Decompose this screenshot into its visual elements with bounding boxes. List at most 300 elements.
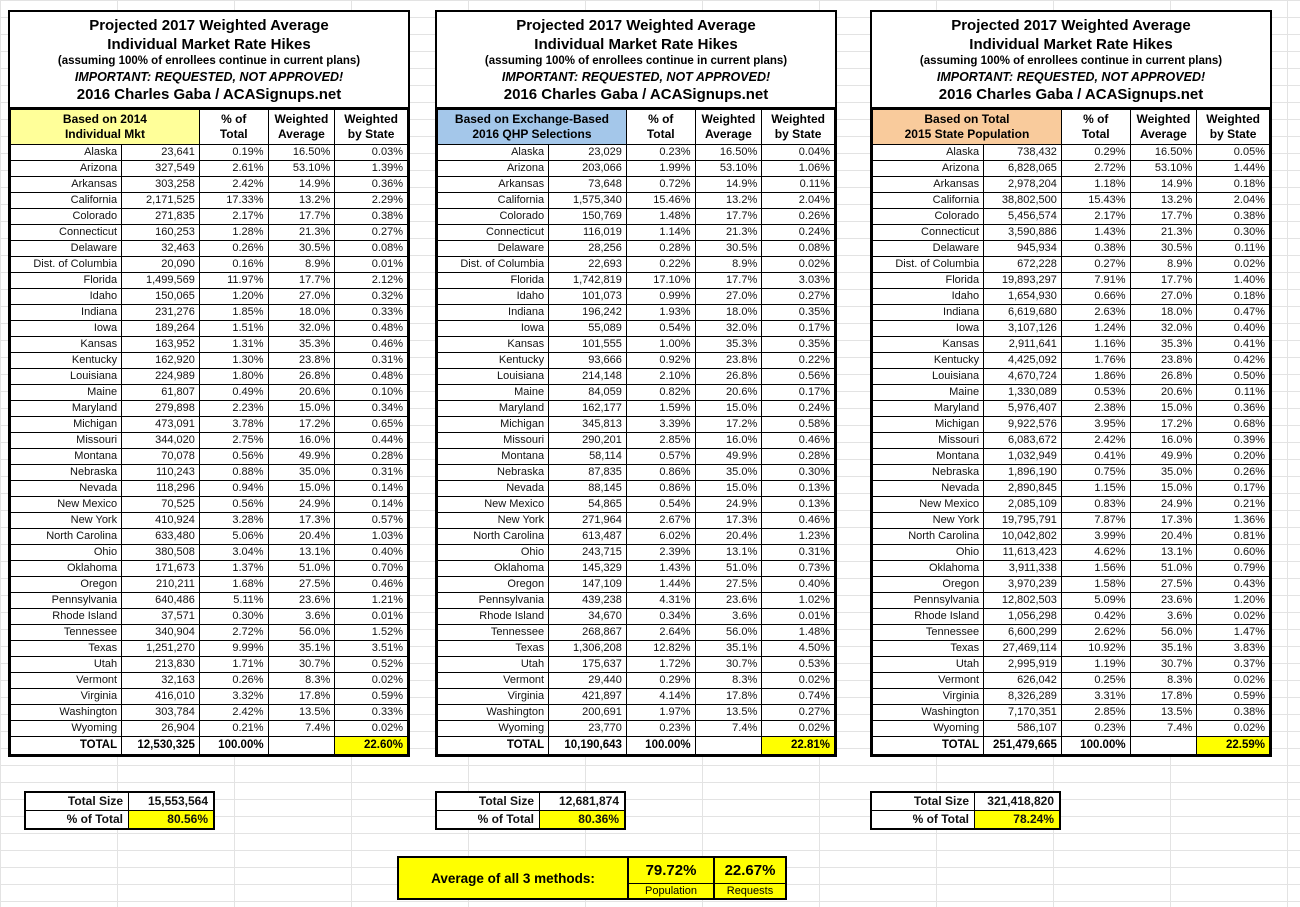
cell-weighted-average[interactable]: 3.6% <box>695 609 762 625</box>
cell-pct-of-total[interactable]: 1.59% <box>626 401 695 417</box>
cell-weighted-by-state[interactable]: 1.40% <box>1197 273 1270 289</box>
cell-state[interactable]: Nebraska <box>873 465 984 481</box>
cell-pct-of-total[interactable]: 1.51% <box>199 321 268 337</box>
cell-state[interactable]: Montana <box>11 449 122 465</box>
cell-enrollment[interactable]: 12,802,503 <box>984 593 1062 609</box>
cell-weighted-by-state[interactable]: 0.44% <box>335 433 408 449</box>
table-title-cell[interactable] <box>437 12 835 109</box>
cell-state[interactable]: Nevada <box>11 481 122 497</box>
cell-weighted-by-state[interactable]: 0.57% <box>335 513 408 529</box>
cell-pct-of-total[interactable]: 17.33% <box>199 193 268 209</box>
cell-state[interactable]: Indiana <box>873 305 984 321</box>
cell-weighted-by-state[interactable]: 0.56% <box>762 369 835 385</box>
cell-state[interactable]: New Mexico <box>11 497 122 513</box>
cell-state[interactable]: Indiana <box>11 305 122 321</box>
cell-enrollment[interactable]: 1,056,298 <box>984 609 1062 625</box>
cell-weighted-average[interactable]: 17.8% <box>268 689 335 705</box>
cell-weighted-by-state[interactable]: 0.36% <box>1197 401 1270 417</box>
cell-enrollment[interactable]: 1,032,949 <box>984 449 1062 465</box>
cell-enrollment[interactable]: 37,571 <box>122 609 200 625</box>
cell-pct-of-total[interactable]: 1.18% <box>1061 177 1130 193</box>
cell-weighted-average[interactable]: 30.5% <box>268 241 335 257</box>
cell-state[interactable]: Oklahoma <box>438 561 549 577</box>
cell-weighted-by-state[interactable]: 0.02% <box>1197 609 1270 625</box>
cell-weighted-by-state[interactable]: 1.06% <box>762 161 835 177</box>
cell-weighted-by-state[interactable]: 0.02% <box>762 257 835 273</box>
cell-enrollment[interactable]: 29,440 <box>549 673 627 689</box>
cell-enrollment[interactable]: 101,073 <box>549 289 627 305</box>
cell-state[interactable]: TOTAL <box>11 737 122 755</box>
cell-state[interactable]: Nebraska <box>11 465 122 481</box>
cell-enrollment[interactable]: 738,432 <box>984 145 1062 161</box>
cell-pct-of-total[interactable]: 0.88% <box>199 465 268 481</box>
cell-weighted-by-state[interactable]: 0.35% <box>762 305 835 321</box>
pct-of-total-value[interactable]: 80.56% <box>129 811 215 830</box>
cell-weighted-average[interactable]: 8.3% <box>695 673 762 689</box>
cell-state[interactable]: Delaware <box>11 241 122 257</box>
cell-weighted-average[interactable]: 14.9% <box>1130 177 1197 193</box>
cell-state[interactable]: Rhode Island <box>873 609 984 625</box>
cell-pct-of-total[interactable]: 1.20% <box>199 289 268 305</box>
cell-enrollment[interactable]: 344,020 <box>122 433 200 449</box>
cell-weighted-by-state[interactable]: 0.02% <box>762 673 835 689</box>
cell-state[interactable]: Dist. of Columbia <box>438 257 549 273</box>
cell-weighted-by-state[interactable]: 0.40% <box>1197 321 1270 337</box>
cell-state[interactable]: Iowa <box>873 321 984 337</box>
cell-weighted-average[interactable]: 27.0% <box>695 289 762 305</box>
cell-state[interactable]: Texas <box>438 641 549 657</box>
cell-state[interactable]: Florida <box>438 273 549 289</box>
cell-state[interactable]: Colorado <box>11 209 122 225</box>
cell-enrollment[interactable]: 3,107,126 <box>984 321 1062 337</box>
cell-weighted-by-state[interactable]: 0.26% <box>762 209 835 225</box>
cell-state[interactable]: Kansas <box>11 337 122 353</box>
cell-weighted-by-state[interactable]: 0.60% <box>1197 545 1270 561</box>
cell-pct-of-total[interactable]: 2.38% <box>1061 401 1130 417</box>
cell-state[interactable]: Oregon <box>873 577 984 593</box>
cell-state[interactable]: Missouri <box>11 433 122 449</box>
cell-enrollment[interactable]: 345,813 <box>549 417 627 433</box>
cell-pct-of-total[interactable]: 5.11% <box>199 593 268 609</box>
cell-enrollment[interactable]: 421,897 <box>549 689 627 705</box>
cell-weighted-by-state[interactable]: 0.74% <box>762 689 835 705</box>
cell-state[interactable]: TOTAL <box>438 737 549 755</box>
average-population-label[interactable]: Population <box>645 885 697 897</box>
cell-weighted-average[interactable]: 30.5% <box>695 241 762 257</box>
cell-state[interactable]: Kansas <box>438 337 549 353</box>
cell-pct-of-total[interactable]: 0.83% <box>1061 497 1130 513</box>
cell-pct-of-total[interactable]: 0.23% <box>1061 721 1130 737</box>
cell-pct-of-total[interactable]: 1.68% <box>199 577 268 593</box>
cell-pct-of-total[interactable]: 1.44% <box>626 577 695 593</box>
cell-weighted-by-state[interactable]: 0.11% <box>1197 241 1270 257</box>
cell-weighted-average[interactable]: 49.9% <box>268 449 335 465</box>
cell-weighted-average[interactable]: 15.0% <box>695 481 762 497</box>
cell-pct-of-total[interactable]: 7.87% <box>1061 513 1130 529</box>
cell-weighted-by-state[interactable]: 0.04% <box>762 145 835 161</box>
cell-weighted-by-state[interactable]: 4.50% <box>762 641 835 657</box>
cell-weighted-by-state[interactable]: 1.02% <box>762 593 835 609</box>
cell-weighted-average[interactable]: 27.5% <box>695 577 762 593</box>
cell-weighted-by-state[interactable]: 0.31% <box>762 545 835 561</box>
cell-pct-of-total[interactable]: 0.94% <box>199 481 268 497</box>
cell-weighted-by-state[interactable]: 0.30% <box>762 465 835 481</box>
cell-enrollment[interactable]: 586,107 <box>984 721 1062 737</box>
cell-enrollment[interactable]: 28,256 <box>549 241 627 257</box>
cell-weighted-by-state[interactable]: 1.44% <box>1197 161 1270 177</box>
cell-weighted-average[interactable]: 13.5% <box>695 705 762 721</box>
cell-enrollment[interactable]: 6,083,672 <box>984 433 1062 449</box>
cell-weighted-average[interactable] <box>695 737 762 755</box>
cell-weighted-by-state[interactable]: 3.03% <box>762 273 835 289</box>
cell-state[interactable]: Kansas <box>873 337 984 353</box>
cell-state[interactable]: Wyoming <box>438 721 549 737</box>
cell-weighted-average[interactable]: 27.0% <box>1130 289 1197 305</box>
cell-state[interactable]: New York <box>873 513 984 529</box>
cell-pct-of-total[interactable]: 0.99% <box>626 289 695 305</box>
cell-weighted-by-state[interactable]: 0.10% <box>335 385 408 401</box>
cell-weighted-average[interactable]: 35.1% <box>1130 641 1197 657</box>
cell-pct-of-total[interactable]: 0.42% <box>1061 609 1130 625</box>
cell-enrollment[interactable]: 23,641 <box>122 145 200 161</box>
cell-pct-of-total[interactable]: 5.06% <box>199 529 268 545</box>
cell-state[interactable]: Michigan <box>873 417 984 433</box>
cell-pct-of-total[interactable]: 2.42% <box>199 705 268 721</box>
cell-pct-of-total[interactable]: 1.97% <box>626 705 695 721</box>
cell-weighted-average[interactable]: 15.0% <box>1130 481 1197 497</box>
average-requests-value[interactable]: 22.67% <box>715 858 785 884</box>
cell-pct-of-total[interactable]: 0.86% <box>626 465 695 481</box>
average-population-value[interactable]: 79.72% <box>629 858 713 884</box>
cell-pct-of-total[interactable]: 0.72% <box>626 177 695 193</box>
cell-enrollment[interactable]: 3,911,338 <box>984 561 1062 577</box>
cell-enrollment[interactable]: 271,835 <box>122 209 200 225</box>
cell-enrollment[interactable]: 55,089 <box>549 321 627 337</box>
cell-state[interactable]: Ohio <box>873 545 984 561</box>
cell-pct-of-total[interactable]: 2.42% <box>199 177 268 193</box>
cell-weighted-by-state[interactable]: 0.30% <box>1197 225 1270 241</box>
header-based-on-2014-individual-mkt[interactable] <box>11 110 200 145</box>
cell-pct-of-total[interactable]: 4.31% <box>626 593 695 609</box>
cell-state[interactable]: Oklahoma <box>11 561 122 577</box>
cell-weighted-average[interactable]: 16.50% <box>1130 145 1197 161</box>
cell-enrollment[interactable]: 54,865 <box>549 497 627 513</box>
cell-enrollment[interactable]: 58,114 <box>549 449 627 465</box>
cell-state[interactable]: Oregon <box>438 577 549 593</box>
cell-state[interactable]: Arizona <box>438 161 549 177</box>
total-size-label[interactable]: Total Size <box>871 792 975 811</box>
cell-weighted-by-state[interactable]: 0.24% <box>762 225 835 241</box>
cell-weighted-average[interactable]: 26.8% <box>695 369 762 385</box>
cell-enrollment[interactable]: 175,637 <box>549 657 627 673</box>
cell-state[interactable]: North Carolina <box>438 529 549 545</box>
cell-pct-of-total[interactable]: 1.43% <box>1061 225 1130 241</box>
cell-weighted-average[interactable]: 23.6% <box>695 593 762 609</box>
cell-pct-of-total[interactable]: 0.26% <box>199 673 268 689</box>
cell-weighted-by-state[interactable]: 2.29% <box>335 193 408 209</box>
cell-enrollment[interactable]: 87,835 <box>549 465 627 481</box>
cell-weighted-average[interactable]: 32.0% <box>1130 321 1197 337</box>
cell-enrollment[interactable]: 4,425,092 <box>984 353 1062 369</box>
cell-enrollment[interactable]: 20,090 <box>122 257 200 273</box>
cell-enrollment[interactable]: 327,549 <box>122 161 200 177</box>
cell-enrollment[interactable]: 196,242 <box>549 305 627 321</box>
cell-enrollment[interactable]: 640,486 <box>122 593 200 609</box>
cell-weighted-average[interactable] <box>268 737 335 755</box>
cell-state[interactable]: North Carolina <box>873 529 984 545</box>
cell-state[interactable]: Arizona <box>873 161 984 177</box>
cell-enrollment[interactable]: 2,171,525 <box>122 193 200 209</box>
cell-weighted-by-state[interactable]: 0.14% <box>335 497 408 513</box>
cell-state[interactable]: Vermont <box>438 673 549 689</box>
cell-pct-of-total[interactable]: 2.42% <box>1061 433 1130 449</box>
cell-state[interactable]: Louisiana <box>873 369 984 385</box>
cell-enrollment[interactable]: 189,264 <box>122 321 200 337</box>
cell-enrollment[interactable]: 303,258 <box>122 177 200 193</box>
cell-weighted-average[interactable]: 15.0% <box>695 401 762 417</box>
cell-pct-of-total[interactable]: 0.57% <box>626 449 695 465</box>
cell-enrollment[interactable]: 1,330,089 <box>984 385 1062 401</box>
cell-enrollment[interactable]: 1,575,340 <box>549 193 627 209</box>
cell-state[interactable]: Colorado <box>438 209 549 225</box>
cell-weighted-by-state[interactable]: 1.21% <box>335 593 408 609</box>
cell-state[interactable]: Virginia <box>873 689 984 705</box>
cell-pct-of-total[interactable]: 1.00% <box>626 337 695 353</box>
cell-weighted-by-state[interactable]: 0.28% <box>335 449 408 465</box>
cell-state[interactable]: Dist. of Columbia <box>11 257 122 273</box>
cell-pct-of-total[interactable]: 4.62% <box>1061 545 1130 561</box>
cell-pct-of-total[interactable]: 0.16% <box>199 257 268 273</box>
cell-weighted-by-state[interactable]: 0.17% <box>762 385 835 401</box>
cell-weighted-by-state[interactable]: 2.04% <box>762 193 835 209</box>
cell-weighted-average[interactable]: 20.6% <box>1130 385 1197 401</box>
cell-enrollment[interactable]: 70,078 <box>122 449 200 465</box>
cell-enrollment[interactable]: 34,670 <box>549 609 627 625</box>
cell-enrollment[interactable]: 8,326,289 <box>984 689 1062 705</box>
cell-pct-of-total[interactable]: 1.37% <box>199 561 268 577</box>
cell-weighted-by-state[interactable]: 0.38% <box>1197 705 1270 721</box>
cell-weighted-average[interactable]: 15.0% <box>1130 401 1197 417</box>
cell-enrollment[interactable]: 672,228 <box>984 257 1062 273</box>
cell-enrollment[interactable]: 19,893,297 <box>984 273 1062 289</box>
total-size-value[interactable]: 12,681,874 <box>540 792 626 811</box>
cell-enrollment[interactable]: 5,976,407 <box>984 401 1062 417</box>
cell-weighted-by-state[interactable]: 0.22% <box>762 353 835 369</box>
cell-state[interactable]: Arkansas <box>438 177 549 193</box>
cell-state[interactable]: Nevada <box>438 481 549 497</box>
cell-enrollment[interactable]: 19,795,791 <box>984 513 1062 529</box>
average-of-methods-label[interactable]: Average of all 3 methods: <box>399 858 629 898</box>
cell-enrollment[interactable]: 110,243 <box>122 465 200 481</box>
cell-enrollment[interactable]: 2,890,845 <box>984 481 1062 497</box>
cell-weighted-by-state[interactable]: 0.79% <box>1197 561 1270 577</box>
cell-pct-of-total[interactable]: 15.46% <box>626 193 695 209</box>
total-size-value[interactable]: 15,553,564 <box>129 792 215 811</box>
cell-pct-of-total[interactable]: 1.76% <box>1061 353 1130 369</box>
cell-state[interactable]: Connecticut <box>873 225 984 241</box>
cell-pct-of-total[interactable]: 2.67% <box>626 513 695 529</box>
cell-pct-of-total[interactable]: 2.85% <box>1061 705 1130 721</box>
cell-weighted-by-state[interactable]: 0.65% <box>335 417 408 433</box>
cell-weighted-by-state[interactable]: 1.52% <box>335 625 408 641</box>
cell-state[interactable]: Kentucky <box>438 353 549 369</box>
header-pct-of-total[interactable] <box>1061 110 1130 145</box>
cell-state[interactable]: Dist. of Columbia <box>873 257 984 273</box>
cell-weighted-average[interactable]: 14.9% <box>695 177 762 193</box>
cell-weighted-average[interactable]: 8.9% <box>1130 257 1197 273</box>
cell-pct-of-total[interactable]: 0.19% <box>199 145 268 161</box>
header-based-on-exchange-qhp[interactable] <box>438 110 627 145</box>
pct-of-total-label[interactable]: % of Total <box>436 811 540 830</box>
cell-enrollment[interactable]: 290,201 <box>549 433 627 449</box>
cell-weighted-by-state[interactable]: 0.35% <box>762 337 835 353</box>
pct-of-total-label[interactable]: % of Total <box>871 811 975 830</box>
cell-pct-of-total[interactable]: 3.31% <box>1061 689 1130 705</box>
cell-state[interactable]: Idaho <box>11 289 122 305</box>
cell-enrollment[interactable]: 251,479,665 <box>984 737 1062 755</box>
cell-weighted-by-state[interactable]: 0.33% <box>335 705 408 721</box>
cell-weighted-by-state[interactable]: 0.02% <box>1197 721 1270 737</box>
cell-state[interactable]: Louisiana <box>11 369 122 385</box>
cell-state[interactable]: Maine <box>438 385 549 401</box>
cell-pct-of-total[interactable]: 2.85% <box>626 433 695 449</box>
cell-enrollment[interactable]: 268,867 <box>549 625 627 641</box>
cell-weighted-average[interactable]: 26.8% <box>268 369 335 385</box>
cell-weighted-average[interactable]: 30.7% <box>695 657 762 673</box>
cell-pct-of-total[interactable]: 1.86% <box>1061 369 1130 385</box>
cell-weighted-average[interactable]: 7.4% <box>268 721 335 737</box>
cell-pct-of-total[interactable]: 3.28% <box>199 513 268 529</box>
cell-weighted-by-state[interactable]: 0.08% <box>335 241 408 257</box>
cell-weighted-average[interactable]: 21.3% <box>268 225 335 241</box>
cell-weighted-average[interactable]: 15.0% <box>268 401 335 417</box>
cell-state[interactable]: New Mexico <box>873 497 984 513</box>
cell-enrollment[interactable]: 473,091 <box>122 417 200 433</box>
cell-weighted-average[interactable]: 17.8% <box>695 689 762 705</box>
cell-weighted-by-state[interactable]: 0.27% <box>762 289 835 305</box>
cell-pct-of-total[interactable]: 1.28% <box>199 225 268 241</box>
cell-weighted-by-state[interactable]: 0.01% <box>335 609 408 625</box>
cell-pct-of-total[interactable]: 2.62% <box>1061 625 1130 641</box>
cell-weighted-average[interactable]: 21.3% <box>1130 225 1197 241</box>
cell-state[interactable]: Delaware <box>873 241 984 257</box>
cell-state[interactable]: New Mexico <box>438 497 549 513</box>
cell-enrollment[interactable]: 439,238 <box>549 593 627 609</box>
cell-enrollment[interactable]: 150,065 <box>122 289 200 305</box>
cell-weighted-average[interactable]: 26.8% <box>1130 369 1197 385</box>
cell-weighted-average[interactable]: 53.10% <box>1130 161 1197 177</box>
cell-weighted-average[interactable]: 56.0% <box>695 625 762 641</box>
cell-state[interactable]: Ohio <box>438 545 549 561</box>
cell-state[interactable]: Maryland <box>873 401 984 417</box>
header-pct-of-total[interactable] <box>626 110 695 145</box>
cell-pct-of-total[interactable]: 2.39% <box>626 545 695 561</box>
cell-pct-of-total[interactable]: 1.43% <box>626 561 695 577</box>
cell-weighted-average[interactable]: 8.9% <box>268 257 335 273</box>
cell-weighted-by-state[interactable]: 0.26% <box>1197 465 1270 481</box>
cell-state[interactable]: Indiana <box>438 305 549 321</box>
cell-weighted-by-state[interactable]: 0.18% <box>1197 289 1270 305</box>
cell-weighted-by-state[interactable]: 0.08% <box>762 241 835 257</box>
cell-pct-of-total[interactable]: 1.24% <box>1061 321 1130 337</box>
cell-weighted-by-state[interactable]: 0.13% <box>762 497 835 513</box>
cell-pct-of-total[interactable]: 0.23% <box>626 721 695 737</box>
cell-weighted-average[interactable]: 17.3% <box>695 513 762 529</box>
cell-enrollment[interactable]: 1,251,270 <box>122 641 200 657</box>
cell-enrollment[interactable]: 380,508 <box>122 545 200 561</box>
cell-weighted-average[interactable]: 13.5% <box>1130 705 1197 721</box>
cell-weighted-average[interactable]: 17.7% <box>1130 209 1197 225</box>
cell-enrollment[interactable]: 271,964 <box>549 513 627 529</box>
cell-state[interactable]: Rhode Island <box>438 609 549 625</box>
cell-weighted-average[interactable]: 27.5% <box>1130 577 1197 593</box>
cell-pct-of-total[interactable]: 1.99% <box>626 161 695 177</box>
cell-enrollment[interactable]: 243,715 <box>549 545 627 561</box>
cell-weighted-by-state[interactable]: 0.46% <box>335 577 408 593</box>
cell-state[interactable]: Utah <box>11 657 122 673</box>
cell-weighted-by-state[interactable]: 0.14% <box>335 481 408 497</box>
average-requests-label[interactable]: Requests <box>726 885 774 897</box>
cell-weighted-average[interactable]: 8.3% <box>268 673 335 689</box>
cell-state[interactable]: Washington <box>438 705 549 721</box>
cell-state[interactable]: Ohio <box>11 545 122 561</box>
cell-state[interactable]: Delaware <box>438 241 549 257</box>
cell-state[interactable]: Maryland <box>438 401 549 417</box>
cell-state[interactable]: Virginia <box>11 689 122 705</box>
cell-state[interactable]: Connecticut <box>438 225 549 241</box>
cell-state[interactable]: Virginia <box>438 689 549 705</box>
cell-weighted-average[interactable]: 35.3% <box>1130 337 1197 353</box>
cell-weighted-average[interactable]: 20.4% <box>268 529 335 545</box>
cell-pct-of-total[interactable]: 5.09% <box>1061 593 1130 609</box>
cell-weighted-average[interactable]: 35.3% <box>268 337 335 353</box>
cell-enrollment[interactable]: 11,613,423 <box>984 545 1062 561</box>
cell-weighted-by-state[interactable]: 0.28% <box>762 449 835 465</box>
cell-weighted-average[interactable]: 3.6% <box>1130 609 1197 625</box>
cell-pct-of-total[interactable]: 2.23% <box>199 401 268 417</box>
cell-state[interactable]: Oklahoma <box>873 561 984 577</box>
cell-weighted-by-state[interactable]: 0.58% <box>762 417 835 433</box>
cell-weighted-average[interactable]: 18.0% <box>695 305 762 321</box>
cell-weighted-average[interactable]: 35.0% <box>268 465 335 481</box>
cell-pct-of-total[interactable]: 0.49% <box>199 385 268 401</box>
header-weighted-by-state[interactable] <box>1197 110 1270 145</box>
cell-enrollment[interactable]: 340,904 <box>122 625 200 641</box>
cell-pct-of-total[interactable]: 1.31% <box>199 337 268 353</box>
cell-weighted-average[interactable]: 24.9% <box>1130 497 1197 513</box>
cell-enrollment[interactable]: 4,670,724 <box>984 369 1062 385</box>
cell-weighted-by-state[interactable]: 3.83% <box>1197 641 1270 657</box>
cell-weighted-by-state[interactable]: 1.39% <box>335 161 408 177</box>
cell-pct-of-total[interactable]: 0.54% <box>626 321 695 337</box>
cell-pct-of-total[interactable]: 4.14% <box>626 689 695 705</box>
cell-pct-of-total[interactable]: 0.26% <box>199 241 268 257</box>
cell-weighted-average[interactable]: 16.0% <box>268 433 335 449</box>
cell-enrollment[interactable]: 9,922,576 <box>984 417 1062 433</box>
cell-pct-of-total[interactable]: 2.72% <box>199 625 268 641</box>
cell-state[interactable]: North Carolina <box>11 529 122 545</box>
cell-pct-of-total[interactable]: 100.00% <box>626 737 695 755</box>
cell-enrollment[interactable]: 162,177 <box>549 401 627 417</box>
cell-weighted-by-state[interactable]: 0.31% <box>335 353 408 369</box>
cell-enrollment[interactable]: 224,989 <box>122 369 200 385</box>
cell-weighted-by-state[interactable]: 0.17% <box>1197 481 1270 497</box>
cell-weighted-by-state[interactable]: 0.01% <box>762 609 835 625</box>
cell-weighted-by-state[interactable]: 0.43% <box>1197 577 1270 593</box>
cell-weighted-by-state[interactable]: 0.68% <box>1197 417 1270 433</box>
cell-enrollment[interactable]: 116,019 <box>549 225 627 241</box>
cell-weighted-average[interactable]: 35.1% <box>268 641 335 657</box>
